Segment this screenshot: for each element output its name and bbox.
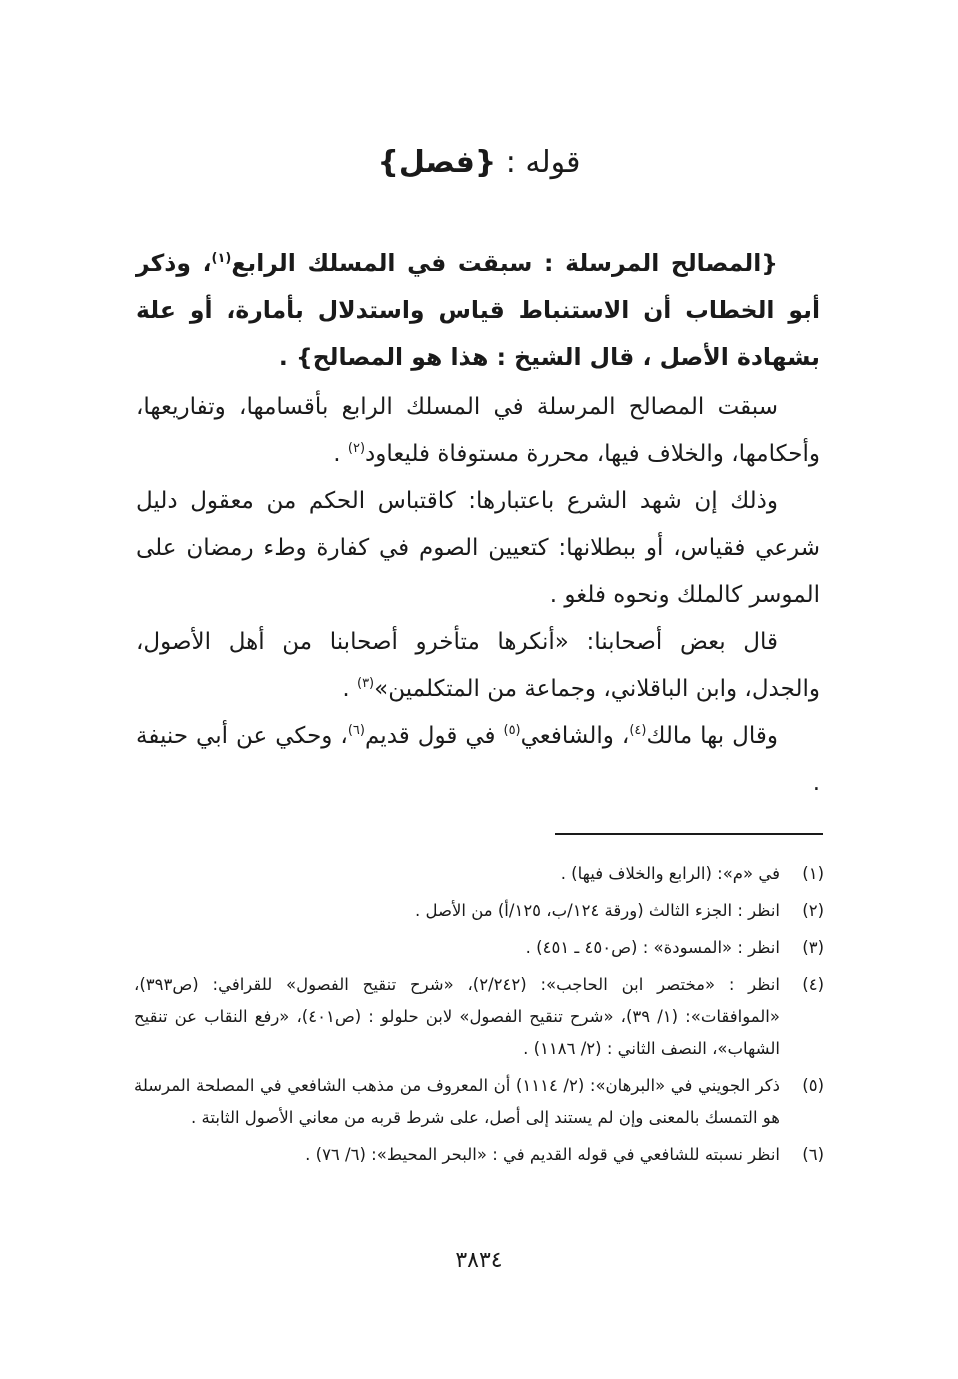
commentary-paragraph-2 [136,478,820,619]
footnote-number: (٦) [802,1145,824,1164]
footnote-number: (٤) [802,975,824,994]
commentary-paragraph-3 [136,619,820,713]
commentary-paragraph-4 [136,713,820,807]
footnotes-section [134,858,824,1176]
footnote-number: (٣) [802,938,824,957]
footnote-text: ذكر الجويني في «البرهان»: (٢/ ١١١٤) أن المعروف من مذهب الشافعي في المصلحة المرسلة هو التمسك بالمعنى وإن لم يستند إلى أصل، على شرط قربه من معاني الأصول الثابتة . [134,1076,781,1127]
footnote-ref-6: (٦) [347,723,365,738]
paragraph-1-end: . [333,441,348,467]
footnote-text: انظر نسبته للشافعي في قوله القديم في : «البحر المحيط»: (٦/ ٧٦) . [305,1145,780,1164]
footnote-item [134,932,824,964]
footnote-number: (٢) [802,901,824,920]
matn-text-part1: {المصالح المرسلة : سبقت في المسلك الرابع [231,249,779,277]
paragraph-1-text: سبقت المصالح المرسلة في المسلك الرابع بأقسامها، وتفاريعها، وأحكامها، والخلاف فيها، محررة مستوفاة فليعاود [136,394,820,467]
footnote-text: انظر : «المسودة» : (ص٤٥٠ ـ ٤٥١) . [525,938,780,957]
footnote-ref-4: (٤) [629,723,647,738]
footnote-text: انظر : الجزء الثالث (ورقة ١٢٤/ب، ١٢٥/أ) من الأصل . [414,901,780,920]
footnote-item [134,895,824,927]
paragraph-2-text: وذلك إن شهد الشرع باعتبارها: كاقتباس الحكم من معقول دليل شرعي فقياس، أو ببطلانها: كتعيين الصوم في كفارة وطء رمضان على الموسر كالملك ونحوه فلغو . [136,488,820,608]
section-heading [0,138,958,188]
paragraph-4-text-b: ، والشافعي [520,723,630,749]
matn-block [136,240,820,381]
footnote-ref-3: (٣) [356,676,375,691]
paragraph-4-text-d: ، وحكي عن أبي حنيفة . [136,723,820,796]
footnote-number: (١) [802,864,824,883]
footnote-item [134,969,824,1065]
footnote-ref-1: (١) [211,251,232,266]
footnote-item [134,1070,824,1134]
paragraph-3-text: قال بعض أصحابنا: «أنكرها متأخرو أصحابنا من أهل الأصول، والجدل، وابن الباقلاني، وجماعة من المتكلمين» [136,629,820,702]
page-number: ٣٨٣٤ [455,1248,503,1273]
footnote-ref-5: (٥) [503,723,521,738]
heading-title: {فصل} [377,145,497,180]
paragraph-4-text-c: في قول قديم [364,723,504,749]
footnote-text: انظر : «مختصر ابن الحاجب»: (٢/٢٤٢)، «شرح تنقيح الفصول» للقرافي: (ص٣٩٣)، «الموافقات»: (١/ ٣٩)، «شرح تنقيح الفصول» لابن حلولو : (ص٤٠١)، «رفع النقاب عن تنقيح الشهاب»، النصف الثاني : (٢/ ١١٨٦) . [134,975,780,1058]
commentary-block [136,384,820,807]
footnote-number: (٥) [802,1076,824,1095]
footnote-ref-2: (٢) [347,441,366,456]
paragraph-3-end: . [342,676,357,702]
matn-paragraph [136,240,820,381]
footnote-text: في «م»: (الرابع والخلاف فيها) . [560,864,780,883]
commentary-paragraph-1 [136,384,820,478]
footnote-item [134,1139,824,1171]
footnote-item [134,858,824,890]
matn-text-part2: ، وذكر أبو الخطاب أن الاستنباط قياس واستدلال بأمارة، أو علة بشهادة الأصل ، قال الشيخ : هذا هو المصالح} . [136,249,820,371]
paragraph-4-text-a: وقال بها مالك [646,723,778,749]
footnote-divider [555,833,823,835]
heading-prefix: قوله : [505,145,581,180]
